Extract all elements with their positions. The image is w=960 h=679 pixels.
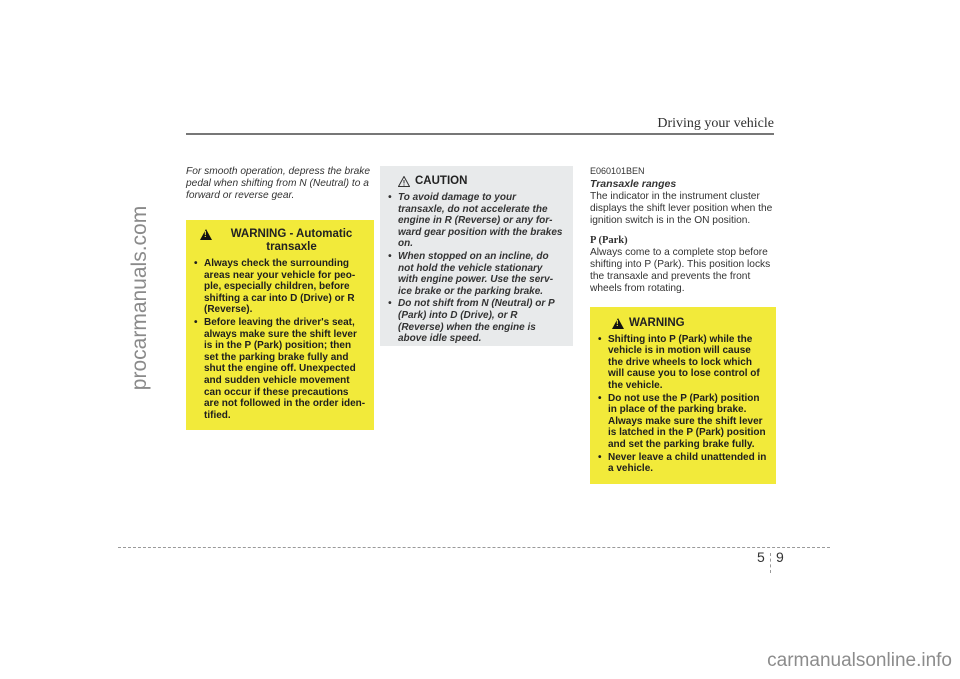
list-item: • Do not shift from N (Neutral) or P (Park) into D (Drive), or R (Reverse) when the engine is above idle speed. — [388, 298, 565, 344]
caution-header — [388, 175, 565, 188]
warning-automatic-list — [194, 258, 366, 421]
transaxle-ranges-body: The indicator in the instrument cluster displays the shift lever position when the ignition switch is in the ON position. — [590, 191, 773, 226]
column-left — [186, 166, 374, 430]
caution-title: CAUTION — [415, 175, 468, 187]
caution-list — [388, 192, 565, 345]
column-middle — [380, 166, 573, 346]
warning-park-title: WARNING — [629, 316, 685, 329]
column-right — [590, 166, 776, 484]
page-number: 9 — [776, 549, 784, 565]
warning-park-header — [598, 317, 768, 330]
warning-park-box — [590, 307, 776, 484]
list-item: • Never leave a child unattended in a vehicle. — [598, 452, 768, 475]
footer-watermark: carmanualsonline.info — [767, 650, 952, 671]
caution-box — [380, 166, 573, 346]
list-item: • Do not use the P (Park) position in place of the parking brake. Always make sure the shift lever is latched in the P (Park) position and set the parking brake fully. — [598, 393, 768, 451]
section-code: E060101BEN — [590, 166, 645, 176]
side-watermark — [118, 168, 162, 428]
intro-text: For smooth operation, depress the brake pedal when shifting from N (Neutral) to a forward or reverse gear. — [186, 166, 371, 201]
warning-triangle-icon — [612, 318, 624, 329]
warning-triangle-icon — [200, 229, 212, 240]
list-item: • Shifting into P (Park) while the vehicle is in motion will cause the drive wheels to lock which will cause you to lose control of the vehicle. — [598, 334, 768, 392]
list-item: • To avoid damage to your transaxle, do not accelerate the engine in R (Reverse) or any for-ward gear position with the brakes on. — [388, 192, 565, 250]
page-number-separator — [770, 553, 771, 573]
transaxle-ranges-heading: Transaxle ranges — [590, 178, 677, 190]
chapter-number: 5 — [757, 549, 765, 565]
caution-triangle-icon — [398, 176, 410, 187]
header-rule — [186, 133, 774, 135]
footer-rule — [118, 547, 830, 548]
warning-automatic-title: WARNING - Automatic — [230, 228, 353, 240]
warning-park-list — [598, 334, 768, 475]
section-title: Driving your vehicle — [657, 116, 774, 131]
list-item: • Always check the surrounding areas near your vehicle for peo-ple, especially children, before shifting a car into D (Drive) or R (Reverse). — [194, 258, 366, 316]
warning-automatic-box — [186, 220, 374, 430]
warning-automatic-header — [194, 228, 366, 254]
park-heading: P (Park) — [590, 235, 628, 247]
warning-automatic-title-line2: transaxle — [266, 241, 317, 253]
park-body: Always come to a complete stop before shifting into P (Park). This position locks the transaxle and prevents the front wheels from rotating. — [590, 247, 771, 294]
list-item: • Before leaving the driver's seat, always make sure the shift lever is in the P (Park) position; then set the parking brake fully and shut the engine off. Unexpected and sudden vehicle movement can occur if these precautions are not followed in the order iden-tified. — [194, 317, 366, 421]
list-item: • When stopped on an incline, do not hold the vehicle stationary with engine power. Use the serv-ice brake or the parking brake. — [388, 251, 565, 297]
side-watermark-text: procarmanuals.com — [128, 205, 151, 391]
